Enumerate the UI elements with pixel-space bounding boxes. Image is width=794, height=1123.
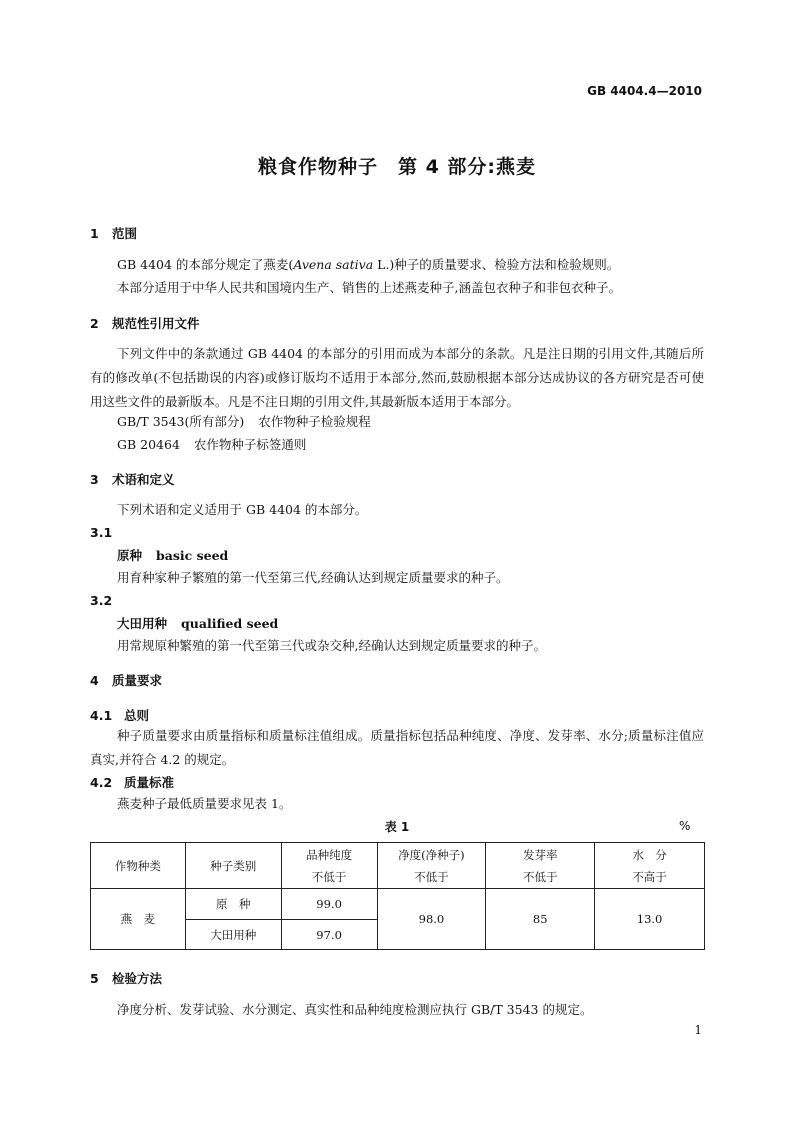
header-label: 品种纯度 [306,847,353,862]
term-number: 3.2 [90,593,113,608]
reference-name: 农作物种子标签通则 [193,437,307,452]
section-title: 规范性引用文件 [112,316,200,331]
term-number: 3.1 [90,525,113,540]
section-3-heading [90,470,175,488]
header-crop: 作物种类 [91,843,186,889]
subsection-number: 4.1 [90,708,113,723]
term-definition: 用育种家种子繁殖的第一代至第三代,经确认达到规定质量要求的种子。 [117,570,509,585]
section-2-heading [90,314,200,332]
reference-code: GB/T 3543(所有部分) [117,414,245,429]
reference-name: 农作物种子检验规程 [258,414,371,429]
latin-name: Avena sativa [293,257,374,272]
section-number: 4 [90,673,99,688]
term-chinese: 原种 [117,548,143,563]
table-header-row [91,843,705,889]
section-title: 术语和定义 [112,472,175,487]
subsection-4-1-heading [90,706,149,724]
reference-item [117,434,306,456]
reference-code: GB 20464 [117,437,180,452]
term-english: qualified seed [181,616,279,631]
section-1-heading [90,224,137,242]
standard-number: GB 4404.4—2010 [587,84,702,98]
term-definition: 用常规原种繁殖的第一代至第三代或杂交种,经确认达到规定质量要求的种子。 [117,638,546,653]
page-number: 1 [694,1023,702,1037]
header-sublabel: 不高于 [632,869,667,884]
purity-cell: 99.0 [281,889,377,920]
table-unit: % [679,819,691,833]
section-title: 质量要求 [112,673,163,688]
header-purity [281,843,377,889]
header-sublabel: 不低于 [311,869,347,884]
subsection-title: 总则 [124,708,150,723]
section-4-heading [90,671,162,689]
header-moisture [595,843,705,889]
section-title: 检验方法 [112,971,163,986]
quality-table [90,842,705,950]
term-title [117,614,278,632]
page-title: 粮食作物种子 第 4 部分:燕麦 [257,156,537,178]
section-1-paragraph-1 [117,254,619,276]
germination-cell: 85 [486,889,595,950]
table-row [91,889,705,920]
section-number: 3 [90,472,99,487]
reference-item [117,411,371,433]
header-class: 种子类别 [185,843,281,889]
term-chinese: 大田用种 [117,616,168,631]
header-germination [486,843,595,889]
section-2-paragraph: 下列文件中的条款通过 GB 4404 的本部分的引用而成为本部分的条款。凡是注日期的引用文件,其随后所有的修改单(不包括勘误的内容)或修订版均不适用于本部分,然而,鼓励根据本部分达成协议的各方研究是否可使用这些文件的最新版本。凡是不注日期的引用文件,其最新版本适用于本部分。 [90,346,704,409]
header-label: 发芽率 [522,847,558,862]
purity-cell: 97.0 [281,920,377,950]
section-number: 5 [90,971,99,986]
section-1-paragraph-2: 本部分适用于中华人民共和国境内生产、销售的上述燕麦种子,涵盖包衣种子和非包衣种子。 [117,280,621,295]
section-number: 1 [90,226,99,241]
section-3-paragraph: 下列术语和定义适用于 GB 4404 的本部分。 [117,502,368,517]
subsection-number: 4.2 [90,775,113,790]
class-cell: 大田用种 [185,920,281,950]
class-cell: 原 种 [185,889,281,920]
subsection-title: 质量标准 [124,775,175,790]
section-5-paragraph: 净度分析、发芽试验、水分测定、真实性和品种纯度检测应执行 GB/T 3543 的规定。 [117,1002,593,1017]
term-title [117,546,228,564]
term-english: basic seed [156,548,229,563]
header-sublabel: 不低于 [522,869,558,884]
cleanliness-cell: 98.0 [377,889,486,950]
section-number: 2 [90,316,99,331]
table-caption: 表 1 [384,820,410,834]
header-label: 净度(净种子) [398,847,465,862]
text-run: L.)种子的质量要求、检验方法和检验规则。 [373,257,620,272]
subsection-4-2-heading [90,773,174,791]
header-label: 水 分 [632,847,667,862]
section-5-heading [90,969,162,987]
header-cleanliness [377,843,486,889]
moisture-cell: 13.0 [595,889,705,950]
header-sublabel: 不低于 [414,869,449,884]
subsection-4-2-paragraph: 燕麦种子最低质量要求见表 1。 [117,796,292,811]
crop-name-cell: 燕 麦 [91,889,186,950]
section-title: 范围 [112,226,138,241]
subsection-4-1-paragraph: 种子质量要求由质量指标和质量标注值组成。质量指标包括品种纯度、净度、发芽率、水分;质量标注值应真实,并符合 4.2 的规定。 [90,728,704,767]
text-run: GB 4404 的本部分规定了燕麦( [117,257,294,272]
